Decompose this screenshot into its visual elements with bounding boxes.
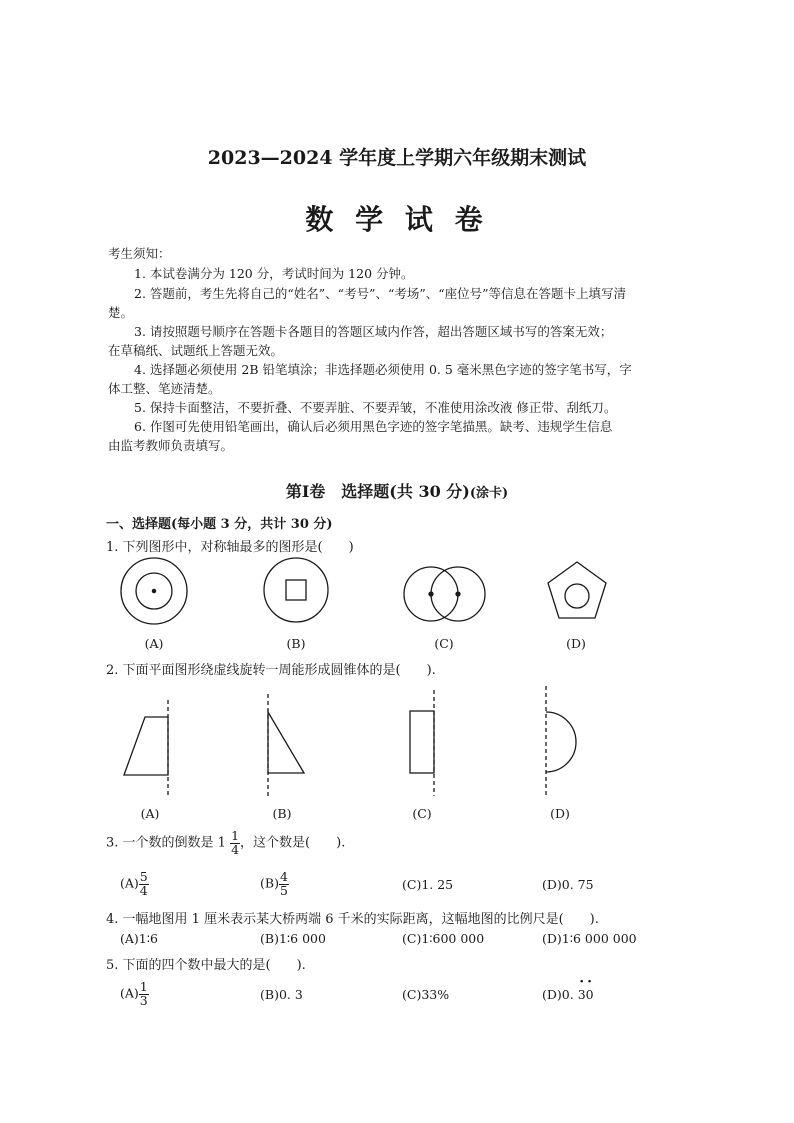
q3-stem-part-b: ，这个数是( ). [240, 835, 346, 851]
q5-option-d [542, 987, 594, 1002]
notice-item-5: 5. 保持卡面整洁，不要折叠、不要弄脏、不要弄皱，不准使用涂改液 修正带、刮纸刀。 [134, 400, 617, 415]
figure-2c-rectangle [410, 711, 434, 773]
q3-option-b-den: 5 [279, 882, 288, 898]
question-1-stem: 1. 下列图形中，对称轴最多的图形是( ) [106, 540, 354, 555]
notice-item-6: 6. 作图可先使用铅笔画出，确认后必须用黑色字迹的签字笔描黑。缺考、违规学生信息 [134, 419, 613, 434]
q5-option-a-fraction [139, 981, 149, 1007]
q4-option-a: (A)1∶6 [120, 931, 158, 946]
question-3-stem [106, 830, 345, 856]
q3-option-a-fraction [139, 871, 149, 897]
q5-option-a-num: 1 [139, 979, 148, 994]
figure-2a-trapezoid [124, 717, 168, 775]
notice-item-3: 3. 请按照题号顺序在答题卡各题目的答题区域内作答，超出答题区域书写的答案无效； [134, 324, 613, 339]
figure-2b-triangle [268, 712, 304, 773]
question-4-stem: 4. 一幅地图用 1 厘米表示某大桥两端 6 千米的实际距离，这幅地图的比例尺是( ). [106, 912, 599, 927]
q2-label-a: (A) [140, 806, 160, 821]
q3-stem-part-a: 3. 一个数的倒数是 1 [106, 835, 226, 851]
q5-option-a-den: 3 [139, 992, 148, 1008]
q1-label-b: (B) [286, 636, 306, 651]
notice-item-4: 4. 选择题必须使用 2B 铅笔填涂；非选择题必须使用 0. 5 毫米黑色字迹的签字笔书写，字 [134, 362, 632, 377]
notice-item-1: 1. 本试卷满分为 120 分，考试时间为 120 分钟。 [134, 266, 414, 281]
part-heading: 一、选择题(每小题 3 分，共计 30 分) [106, 517, 333, 532]
exam-title: 2023—2024 学年度上学期六年级期末测试 [207, 147, 587, 169]
notice-heading: 考生须知： [108, 246, 171, 261]
notice-item-2-cont: 楚。 [108, 305, 134, 320]
q2-label-d: (D) [550, 806, 570, 821]
q5-option-d-repeating-digit-1: · 3 [578, 987, 586, 1002]
notice-item-3-cont: 在草稿纸、试题纸上答题无效。 [108, 343, 284, 358]
q5-option-c: (C)33% [402, 987, 450, 1002]
q5-option-d-repeating-digit-2: · 0 [586, 987, 594, 1002]
exam-subtitle: 数 学 试 卷 [305, 203, 489, 236]
q3-option-a [120, 871, 149, 897]
q2-label-c: (C) [412, 806, 432, 821]
q2-label-b: (B) [272, 806, 292, 821]
q3-option-a-den: 4 [139, 882, 148, 898]
q4-option-c: (C)1∶600 000 [402, 931, 485, 946]
q3-option-b-label: (B) [260, 875, 279, 891]
q1-label-d: (D) [566, 636, 586, 651]
q3-option-a-num: 5 [139, 869, 148, 884]
notice-item-4-cont: 体工整、笔迹清楚。 [108, 381, 221, 396]
q1-label-a: (A) [144, 636, 164, 651]
q3-option-c: (C)1. 25 [402, 877, 454, 892]
question-2-stem: 2. 下面平面图形绕虚线旋转一周能形成圆锥体的是( ). [106, 663, 436, 678]
q3-option-a-label: (A) [120, 875, 139, 891]
q3-frac-den: 4 [231, 841, 240, 857]
q4-option-b: (B)1∶6 000 [260, 931, 326, 946]
question-5-stem: 5. 下面的四个数中最大的是( ). [106, 958, 306, 973]
section-note: (涂卡) [469, 486, 509, 501]
q5-option-a-label: (A) [120, 985, 139, 1001]
q3-frac-num: 1 [231, 828, 240, 843]
q3-option-b [260, 871, 289, 897]
q3-option-d: (D)0. 75 [542, 877, 594, 892]
q3-stem-fraction [230, 830, 240, 856]
notice-item-2: 2. 答题前，考生先将自己的“姓名”、“考号”、“考场”、“座位号”等信息在答题卡上填写清 [134, 286, 627, 301]
q3-option-b-num: 4 [279, 869, 288, 884]
q5-option-a [120, 981, 149, 1007]
q5-option-d-prefix: (D)0. [542, 987, 578, 1002]
figure-2d-semicircle [546, 712, 576, 772]
notice-item-6-cont: 由监考教师负责填写。 [108, 438, 234, 453]
q5-option-b: (B)0. 3 [260, 987, 303, 1002]
q1-label-c: (C) [434, 636, 454, 651]
section-title-text: 第Ⅰ卷 选择题(共 30 分) [285, 482, 470, 501]
q3-option-b-fraction [279, 871, 289, 897]
q4-option-d: (D)1∶6 000 000 [542, 931, 637, 946]
